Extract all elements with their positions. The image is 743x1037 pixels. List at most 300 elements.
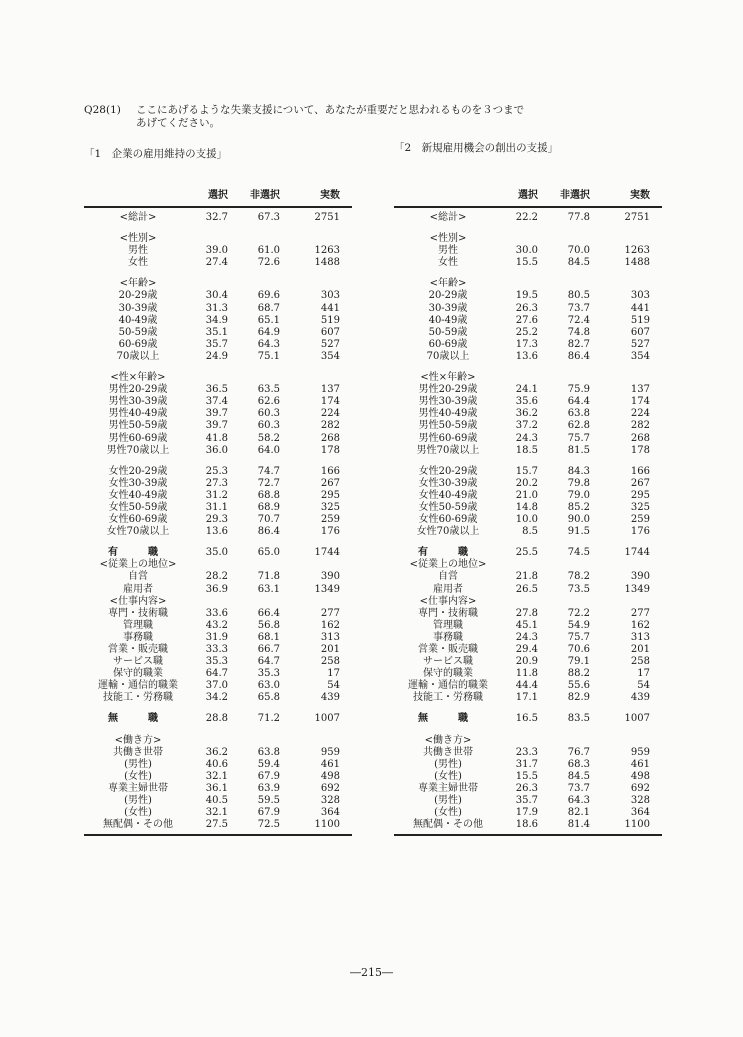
- row-label: 女性20-29歳: [418, 465, 478, 477]
- count: 313: [320, 631, 340, 643]
- count: 519: [320, 314, 340, 326]
- table-row: [394, 478, 662, 490]
- row-label: 男性20-29歳: [108, 384, 168, 396]
- header-not-selected: 非選択: [560, 190, 590, 201]
- table-row: [84, 502, 352, 514]
- row-label: 男性60-69歳: [108, 432, 168, 444]
- table-row: [84, 620, 352, 632]
- section-title-1: 「1 企業の雇用維持の支援」: [84, 148, 228, 160]
- table-row: [394, 819, 662, 831]
- table-row: [84, 656, 352, 668]
- table-row: [394, 571, 662, 583]
- not-selected-pct: 90.0: [567, 514, 590, 526]
- not-selected-pct: 64.7: [257, 656, 280, 668]
- selected-pct: 31.1: [205, 501, 228, 513]
- table-row: [394, 795, 662, 807]
- row-label: 男性30-39歳: [108, 396, 168, 408]
- table-row: [84, 547, 352, 559]
- row-label: 20-29歳: [118, 290, 158, 302]
- not-selected-pct: 79.8: [567, 477, 590, 489]
- table-row: [394, 596, 662, 608]
- table-row: [84, 433, 352, 445]
- selected-pct: 25.5: [515, 547, 538, 559]
- table-row: [394, 584, 662, 596]
- row-label: 40-49歳: [428, 314, 468, 326]
- selected-pct: 36.2: [205, 746, 228, 758]
- not-selected-pct: 85.2: [567, 501, 590, 513]
- count: 1744: [624, 547, 650, 559]
- not-selected-pct: 72.2: [567, 607, 590, 619]
- not-selected-pct: 68.8: [257, 489, 280, 501]
- count: 1263: [624, 245, 650, 257]
- count: 607: [630, 326, 650, 338]
- row-label: <従業上の地位>: [409, 559, 487, 571]
- row-label: 女性40-49歳: [418, 489, 478, 501]
- row-label: 女性70歳以上: [106, 526, 170, 538]
- table-row: [394, 526, 662, 538]
- not-selected-pct: 84.5: [567, 770, 590, 782]
- not-selected-pct: 81.5: [567, 444, 590, 456]
- header-count: 実数: [630, 190, 650, 201]
- not-selected-pct: 72.7: [257, 477, 280, 489]
- selected-pct: 37.0: [205, 680, 228, 692]
- row-label: 男性30-39歳: [418, 396, 478, 408]
- count: 224: [630, 408, 650, 420]
- row-label: 女性50-59歳: [108, 501, 168, 513]
- count: 527: [320, 338, 340, 350]
- table-row: [84, 290, 352, 302]
- count: 267: [630, 477, 650, 489]
- count: 390: [630, 571, 650, 583]
- count: 328: [630, 795, 650, 807]
- table-row: [84, 819, 352, 831]
- selected-pct: 39.7: [205, 408, 228, 420]
- table-row: [394, 735, 662, 747]
- table-row: [84, 807, 352, 819]
- row-label: <従業上の地位>: [99, 559, 177, 571]
- row-label: 無 職: [108, 713, 168, 725]
- row-label: 女性20-29歳: [108, 465, 168, 477]
- row-label: (女性): [124, 770, 152, 782]
- table-row: [394, 759, 662, 771]
- table-row: [84, 514, 352, 526]
- table-row: [84, 466, 352, 478]
- row-label: (男性): [434, 758, 462, 770]
- selected-pct: 15.5: [515, 257, 538, 269]
- count: 137: [320, 384, 340, 396]
- count: 325: [320, 501, 340, 513]
- not-selected-pct: 79.1: [567, 656, 590, 668]
- count: 17: [327, 668, 340, 680]
- count: 268: [320, 432, 340, 444]
- selected-pct: 24.3: [515, 631, 538, 643]
- count: 959: [320, 746, 340, 758]
- selected-pct: 35.1: [205, 326, 228, 338]
- selected-pct: 27.3: [205, 477, 228, 489]
- page-number: ―215―: [350, 966, 393, 979]
- selected-pct: 36.0: [205, 444, 228, 456]
- row-label: 男性50-59歳: [418, 420, 478, 432]
- not-selected-pct: 82.7: [567, 338, 590, 350]
- count: 439: [630, 692, 650, 704]
- not-selected-pct: 59.5: [257, 795, 280, 807]
- table-row: [84, 596, 352, 608]
- row-label: <年齢>: [429, 278, 467, 290]
- not-selected-pct: 60.3: [257, 408, 280, 420]
- not-selected-pct: 77.8: [567, 212, 590, 223]
- not-selected-pct: 68.9: [257, 501, 280, 513]
- not-selected-pct: 60.3: [257, 420, 280, 432]
- not-selected-pct: 67.9: [257, 770, 280, 782]
- table-row: [394, 257, 662, 269]
- table-row: [394, 692, 662, 704]
- selected-pct: 22.2: [515, 212, 538, 223]
- table-row: [84, 713, 352, 725]
- question-text: [84, 104, 644, 130]
- selected-pct: 32.1: [205, 770, 228, 782]
- table-panel-1: [84, 186, 352, 836]
- row-label: 男性20-29歳: [418, 384, 478, 396]
- table-row: [394, 680, 662, 692]
- table-row: [394, 315, 662, 327]
- table-row: [394, 396, 662, 408]
- selected-pct: 40.5: [205, 795, 228, 807]
- table-row: [394, 327, 662, 339]
- not-selected-pct: 88.2: [567, 668, 590, 680]
- selected-pct: 35.6: [515, 396, 538, 408]
- table-bottom-rule: [84, 834, 352, 836]
- count: 295: [630, 489, 650, 501]
- table-row: [84, 584, 352, 596]
- row-label: 保守的職業: [113, 668, 163, 680]
- row-label: <性別>: [429, 233, 467, 245]
- table-row: [84, 571, 352, 583]
- table-row: [84, 632, 352, 644]
- count: 277: [630, 607, 650, 619]
- row-label: 自営: [438, 571, 458, 583]
- question-line-2: あげてください。: [136, 117, 220, 129]
- table-row: [84, 212, 352, 224]
- question-prompt: ここにあげるような失業支援について、あなたが重要だと思われるものを３つまで: [136, 104, 525, 116]
- table-row: [84, 526, 352, 538]
- not-selected-pct: 62.6: [257, 396, 280, 408]
- not-selected-pct: 75.9: [567, 384, 590, 396]
- count: 390: [320, 571, 340, 583]
- selected-pct: 41.8: [205, 432, 228, 444]
- row-label: 50-59歳: [118, 326, 158, 338]
- row-label: 70歳以上: [116, 350, 160, 362]
- count: 439: [320, 692, 340, 704]
- not-selected-pct: 65.1: [257, 314, 280, 326]
- selected-pct: 26.5: [515, 583, 538, 595]
- not-selected-pct: 63.8: [567, 408, 590, 420]
- row-label: 男性40-49歳: [418, 408, 478, 420]
- not-selected-pct: 64.4: [567, 396, 590, 408]
- row-label: 共働き世帯: [113, 746, 163, 758]
- count: 498: [630, 770, 650, 782]
- count: 1488: [314, 257, 340, 269]
- count: 224: [320, 408, 340, 420]
- row-spacer: [394, 224, 662, 233]
- header-selected: 選択: [518, 190, 538, 201]
- row-label: 有 職: [418, 547, 478, 559]
- count: 282: [630, 420, 650, 432]
- selected-pct: 36.9: [205, 583, 228, 595]
- table-row: [394, 433, 662, 445]
- row-label: サービス職: [423, 656, 473, 668]
- row-label: <年齢>: [119, 278, 157, 290]
- header-not-selected: 非選択: [250, 190, 280, 201]
- table-row: [394, 632, 662, 644]
- row-label: 営業・販売職: [108, 644, 168, 655]
- row-label: 雇用者: [433, 583, 463, 595]
- table-row: [394, 420, 662, 432]
- not-selected-pct: 75.7: [567, 432, 590, 444]
- not-selected-pct: 63.0: [257, 680, 280, 692]
- row-label: 事務職: [433, 631, 463, 643]
- table-row: [394, 233, 662, 245]
- table-row: [84, 315, 352, 327]
- table-row: [394, 466, 662, 478]
- selected-pct: 27.5: [205, 819, 228, 831]
- row-label: 営業・販売職: [418, 644, 478, 655]
- count: 259: [630, 514, 650, 526]
- row-label: <性×年齢>: [110, 372, 166, 384]
- selected-pct: 31.2: [205, 489, 228, 501]
- selected-pct: 18.6: [515, 819, 538, 831]
- selected-pct: 44.4: [515, 680, 538, 692]
- not-selected-pct: 70.6: [567, 644, 590, 655]
- selected-pct: 17.9: [515, 807, 538, 819]
- not-selected-pct: 67.9: [257, 807, 280, 819]
- count: 258: [320, 656, 340, 668]
- row-label: 男性50-59歳: [108, 420, 168, 432]
- row-label: (女性): [124, 807, 152, 819]
- table-row: [394, 278, 662, 290]
- row-label: 男性40-49歳: [108, 408, 168, 420]
- selected-pct: 27.8: [515, 607, 538, 619]
- table-row: [394, 408, 662, 420]
- selected-pct: 64.7: [205, 668, 228, 680]
- count: 1007: [314, 713, 340, 725]
- table-row: [84, 608, 352, 620]
- not-selected-pct: 71.2: [257, 713, 280, 725]
- count: 364: [320, 807, 340, 819]
- not-selected-pct: 84.5: [567, 257, 590, 269]
- selected-pct: 33.3: [205, 644, 228, 655]
- table-row: [84, 668, 352, 680]
- count: 527: [630, 338, 650, 350]
- row-label: 男性60-69歳: [418, 432, 478, 444]
- table-row: [84, 692, 352, 704]
- row-label: 男性: [438, 245, 458, 257]
- count: 2751: [314, 212, 340, 223]
- selected-pct: 32.1: [205, 807, 228, 819]
- count: 313: [630, 631, 650, 643]
- count: 354: [320, 350, 340, 362]
- row-label: 技能工・労務職: [413, 692, 483, 704]
- table-row: [84, 303, 352, 315]
- count: 303: [320, 290, 340, 302]
- not-selected-pct: 65.0: [257, 547, 280, 559]
- not-selected-pct: 63.5: [257, 384, 280, 396]
- selected-pct: 30.0: [515, 245, 538, 257]
- count: 692: [320, 782, 340, 794]
- row-label: 専門・技術職: [418, 607, 478, 619]
- row-label: 管理職: [123, 619, 153, 631]
- not-selected-pct: 61.0: [257, 245, 280, 257]
- selected-pct: 14.8: [515, 501, 538, 513]
- table-row: [84, 644, 352, 656]
- row-label: 男性70歳以上: [416, 444, 480, 456]
- table-row: [394, 290, 662, 302]
- selected-pct: 43.2: [205, 619, 228, 631]
- row-label: 40-49歳: [118, 314, 158, 326]
- not-selected-pct: 68.3: [567, 758, 590, 770]
- count: 498: [320, 770, 340, 782]
- selected-pct: 45.1: [515, 619, 538, 631]
- count: 692: [630, 782, 650, 794]
- selected-pct: 16.5: [515, 713, 538, 725]
- not-selected-pct: 63.8: [257, 746, 280, 758]
- selected-pct: 18.5: [515, 444, 538, 456]
- table-row: [84, 795, 352, 807]
- count: 364: [630, 807, 650, 819]
- table-row: [84, 759, 352, 771]
- not-selected-pct: 56.8: [257, 619, 280, 631]
- table-body: [84, 208, 352, 834]
- count: 201: [320, 644, 340, 655]
- selected-pct: 39.0: [205, 245, 228, 257]
- table-row: [394, 547, 662, 559]
- row-label: 女性: [438, 257, 458, 269]
- table-row: [84, 278, 352, 290]
- not-selected-pct: 74.5: [567, 547, 590, 559]
- selected-pct: 36.2: [515, 408, 538, 420]
- selected-pct: 17.1: [515, 692, 538, 704]
- table-header: [394, 186, 662, 204]
- count: 461: [630, 758, 650, 770]
- row-label: 運輸・通信的職業: [408, 680, 488, 692]
- selected-pct: 25.2: [515, 326, 538, 338]
- table-row: [84, 257, 352, 269]
- count: 166: [320, 465, 340, 477]
- table-row: [84, 771, 352, 783]
- row-spacer: [394, 363, 662, 372]
- table-row: [84, 559, 352, 571]
- not-selected-pct: 54.9: [567, 619, 590, 631]
- count: 1100: [624, 819, 650, 831]
- selected-pct: 11.8: [515, 668, 538, 680]
- table-row: [84, 384, 352, 396]
- table-row: [394, 372, 662, 384]
- row-label: <仕事内容>: [419, 595, 477, 607]
- row-label: サービス職: [113, 656, 163, 668]
- selected-pct: 19.5: [515, 290, 538, 302]
- row-label: 20-29歳: [428, 290, 468, 302]
- selected-pct: 30.4: [205, 290, 228, 302]
- selected-pct: 35.7: [515, 795, 538, 807]
- not-selected-pct: 62.8: [567, 420, 590, 432]
- count: 295: [320, 489, 340, 501]
- count: 54: [637, 680, 650, 692]
- not-selected-pct: 84.3: [567, 465, 590, 477]
- selected-pct: 29.4: [515, 644, 538, 655]
- table-row: [394, 608, 662, 620]
- section-title-2: 「2 新規雇用機会の創出の支援」: [394, 142, 559, 154]
- selected-pct: 31.3: [205, 302, 228, 314]
- not-selected-pct: 75.1: [257, 350, 280, 362]
- row-label: 男性: [128, 245, 148, 257]
- header-selected: 選択: [208, 190, 228, 201]
- row-label: 60-69歳: [118, 338, 158, 350]
- count: 959: [630, 746, 650, 758]
- count: 1100: [314, 819, 340, 831]
- row-label: 50-59歳: [428, 326, 468, 338]
- count: 607: [320, 326, 340, 338]
- table-row: [394, 502, 662, 514]
- count: 1263: [314, 245, 340, 257]
- selected-pct: 13.6: [205, 526, 228, 538]
- not-selected-pct: 65.8: [257, 692, 280, 704]
- row-label: 女性30-39歳: [418, 477, 478, 489]
- row-label: (女性): [434, 770, 462, 782]
- not-selected-pct: 82.9: [567, 692, 590, 704]
- row-label: 60-69歳: [428, 338, 468, 350]
- not-selected-pct: 73.7: [567, 302, 590, 314]
- not-selected-pct: 86.4: [257, 526, 280, 538]
- table-row: [394, 644, 662, 656]
- row-spacer: [84, 363, 352, 372]
- count: 441: [630, 302, 650, 314]
- row-label: 専門・技術職: [108, 607, 168, 619]
- table-row: [394, 514, 662, 526]
- selected-pct: 31.7: [515, 758, 538, 770]
- selected-pct: 27.6: [515, 314, 538, 326]
- row-label: <働き方>: [424, 734, 472, 746]
- not-selected-pct: 58.2: [257, 432, 280, 444]
- count: 268: [630, 432, 650, 444]
- not-selected-pct: 73.7: [567, 782, 590, 794]
- not-selected-pct: 64.9: [257, 326, 280, 338]
- row-label: (女性): [434, 807, 462, 819]
- not-selected-pct: 66.7: [257, 644, 280, 655]
- count: 354: [630, 350, 650, 362]
- table-row: [84, 408, 352, 420]
- row-spacer: [394, 457, 662, 466]
- selected-pct: 24.9: [205, 350, 228, 362]
- count: 178: [320, 444, 340, 456]
- count: 166: [630, 465, 650, 477]
- row-label: (男性): [124, 795, 152, 807]
- not-selected-pct: 75.7: [567, 631, 590, 643]
- row-label: 雇用者: [123, 583, 153, 595]
- selected-pct: 17.3: [515, 338, 538, 350]
- count: 178: [630, 444, 650, 456]
- table-body: [394, 208, 662, 834]
- selected-pct: 37.4: [205, 396, 228, 408]
- count: 176: [630, 526, 650, 538]
- row-label: 70歳以上: [426, 350, 470, 362]
- row-label: (男性): [434, 795, 462, 807]
- row-spacer: [84, 726, 352, 735]
- row-spacer: [394, 726, 662, 735]
- count: 201: [630, 644, 650, 655]
- row-label: 女性70歳以上: [416, 526, 480, 538]
- selected-pct: 23.3: [515, 746, 538, 758]
- not-selected-pct: 55.6: [567, 680, 590, 692]
- not-selected-pct: 63.1: [257, 583, 280, 595]
